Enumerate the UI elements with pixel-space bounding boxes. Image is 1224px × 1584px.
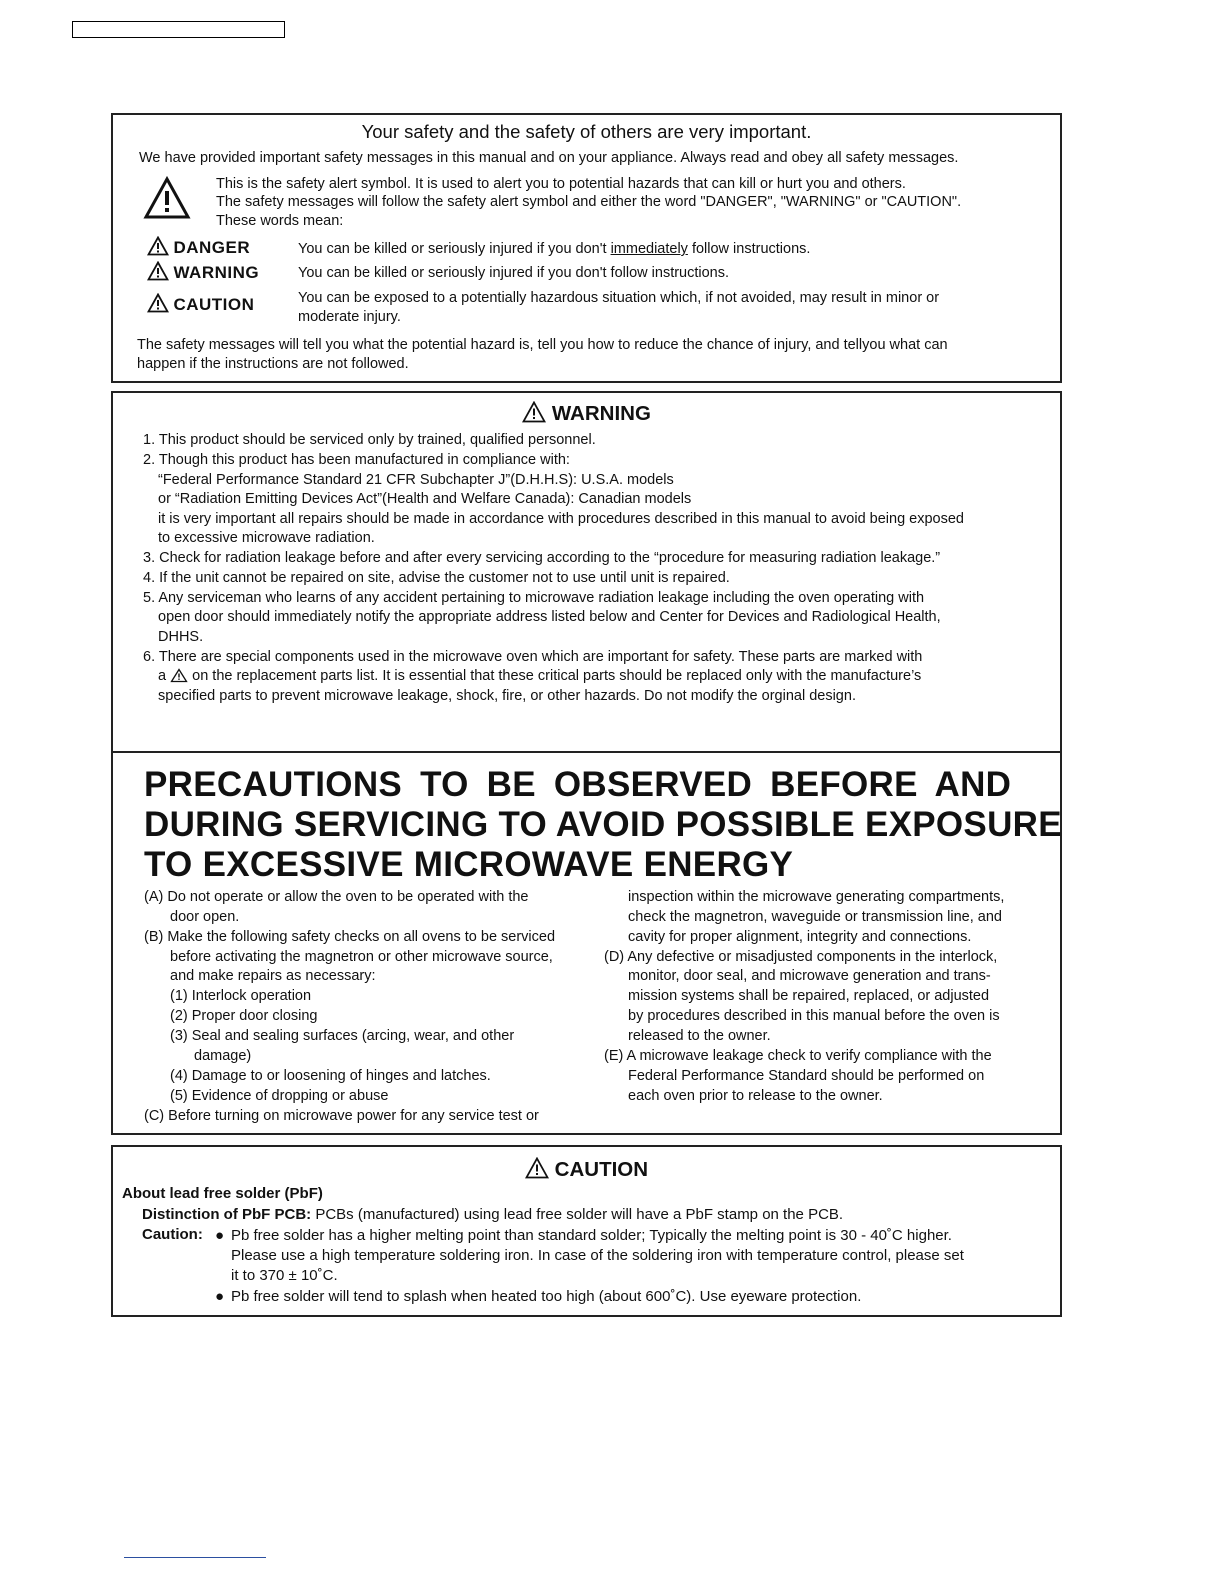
danger-text-post: follow instructions.: [687, 241, 811, 257]
precaution-left-6: (1) Interlock operation: [170, 988, 312, 1004]
warning-line-11: DHHS.: [158, 629, 204, 645]
precaution-left-1: (A) Do not operate or allow the oven to be operated with the: [144, 889, 529, 905]
precaution-right-4: (D) Any defective or misadjusted components in the interlock,: [604, 949, 998, 965]
caution-bullet-1-line-1: Pb free solder has a higher melting point than standard solder; Typically the melting point is 30 - 40˚C higher.: [231, 1227, 952, 1244]
warning-line-10: open door should immediately notify the appropriate address listed below and Center for Devices and Radiological Health,: [158, 609, 941, 625]
footer-rule: [124, 1557, 266, 1558]
precaution-left-10: (4) Damage to or loosening of hinges and latches.: [170, 1068, 491, 1084]
caution-about: About lead free solder (PbF): [122, 1185, 323, 1202]
warning-line-5: it is very important all repairs should be made in accordance with procedures described in this manual to avoid being exposed: [158, 511, 964, 527]
warning-line-3: “Federal Performance Standard 21 CFR Subchapter J”(D.H.H.S): U.S.A. models: [158, 472, 674, 488]
warning-line-13: [158, 666, 921, 686]
danger-text-emph: immediately: [610, 241, 688, 257]
caution-box-title: [113, 1157, 1060, 1182]
warning-line-12: 6. There are special components used in the microwave oven which are important for safety. These parts are marked with: [143, 649, 923, 665]
safety-title: Your safety and the safety of others are very important.: [361, 121, 812, 142]
closing-line-2: happen if the instructions are not followed.: [137, 356, 409, 372]
warning-line-14: specified parts to prevent microwave leakage, shock, fire, or other hazards. Do not modify the orginal design.: [158, 688, 856, 704]
precaution-right-5: monitor, door seal, and microwave generation and trans-: [628, 968, 991, 984]
safety-intro: We have provided important safety messages in this manual and on your appliance. Always read and obey all safety messages.: [139, 150, 959, 166]
precaution-right-6: mission systems shall be repaired, replaced, or adjusted: [628, 988, 990, 1004]
precaution-left-12: (C) Before turning on microwave power for any service test or: [144, 1108, 539, 1124]
caution-box: [111, 1145, 1062, 1317]
warning-label: [147, 261, 259, 283]
precaution-left-8: (3) Seal and sealing surfaces (arcing, wear, and other: [170, 1028, 515, 1044]
danger-text-pre: You can be killed or seriously injured if you don't: [298, 241, 611, 257]
precaution-right-7: by procedures described in this manual before the oven is: [628, 1008, 1000, 1024]
alert-line-1: This is the safety alert symbol. It is used to alert you to potential hazards that can kill or hurt you and others.: [216, 176, 906, 192]
alert-line-2: The safety messages will follow the safety alert symbol and either the word "DANGER", "WARNING" or "CAUTION".: [216, 194, 962, 210]
warning-alert-icon: [147, 261, 169, 281]
precautions-box: [111, 751, 1062, 1135]
warning-word: WARNING: [173, 263, 260, 282]
safety-alert-icon: [143, 176, 191, 220]
safety-box: [111, 113, 1062, 383]
precaution-right-2: check the magnetron, waveguide or transmission line, and: [628, 909, 1002, 925]
precaution-right-9: (E) A microwave leakage check to verify compliance with the: [604, 1048, 992, 1064]
closing-line-1: The safety messages will tell you what the potential hazard is, tell you how to reduce the chance of injury, and tellyou what can: [137, 337, 948, 353]
caution-distinction: [142, 1205, 843, 1225]
precaution-right-1: inspection within the microwave generating compartments,: [628, 889, 1005, 905]
warning-title-icon: [522, 401, 546, 423]
header-label-box: [72, 21, 285, 38]
warning-line-9: 5. Any serviceman who learns of any accident pertaining to microwave radiation leakage including the oven operating with: [143, 590, 925, 606]
caution-word: CAUTION: [173, 295, 255, 314]
caution-box-title-text: CAUTION: [554, 1158, 649, 1181]
precaution-left-5: and make repairs as necessary:: [170, 968, 376, 984]
warning-line-1: 1. This product should be serviced only by trained, qualified personnel.: [143, 432, 596, 448]
warning-line-8: 4. If the unit cannot be repaired on site, advise the customer not to use until unit is repaired.: [143, 570, 730, 586]
caution-label: [147, 293, 254, 315]
warning-line-4: or “Radiation Emitting Devices Act”(Health and Welfare Canada): Canadian models: [158, 491, 692, 507]
precautions-heading-3: TO EXCESSIVE MICROWAVE ENERGY: [144, 845, 794, 884]
precaution-left-3: (B) Make the following safety checks on all ovens to be serviced: [144, 929, 556, 945]
caution-label-text: Caution:: [142, 1226, 203, 1243]
bullet-2-icon: ●: [215, 1288, 225, 1305]
caution-bullet-1-line-3: it to 370 ± 10˚C.: [231, 1267, 338, 1284]
warning-box-title-text: WARNING: [551, 402, 651, 425]
warning-mark-prefix: a: [158, 668, 167, 684]
bullet-1-icon: ●: [215, 1227, 225, 1244]
precaution-left-7: (2) Proper door closing: [170, 1008, 318, 1024]
warning-line-13-text: on the replacement parts list. It is essential that these critical parts should be replaced only with the manufacture’s: [192, 668, 922, 684]
distinction-label: Distinction of PbF PCB:: [142, 1206, 312, 1223]
alert-line-3: These words mean:: [216, 213, 344, 229]
precaution-right-3: cavity for proper alignment, integrity and connections.: [628, 929, 972, 945]
caution-bullet-1-line-2: Please use a high temperature soldering iron. In case of the soldering iron with temperature control, please set: [231, 1247, 964, 1264]
precaution-left-11: (5) Evidence of dropping or abuse: [170, 1088, 389, 1104]
caution-text-2: moderate injury.: [298, 309, 401, 325]
danger-word: DANGER: [173, 238, 251, 257]
precaution-left-4: before activating the magnetron or other microwave source,: [170, 949, 553, 965]
danger-text: [298, 239, 810, 259]
warning-text: You can be killed or seriously injured if you don't follow instructions.: [298, 265, 730, 281]
precaution-right-11: each oven prior to release to the owner.: [628, 1088, 883, 1104]
precaution-right-10: Federal Performance Standard should be performed on: [628, 1068, 985, 1084]
precautions-heading-2: DURING SERVICING TO AVOID POSSIBLE EXPOSURE: [144, 805, 1062, 844]
warning-line-2: 2. Though this product has been manufactured in compliance with:: [143, 452, 570, 468]
warning-line-7: 3. Check for radiation leakage before and after every servicing according to the “procedure for measuring radiation leakage.”: [143, 550, 941, 566]
danger-label: [147, 236, 250, 258]
precaution-right-8: released to the owner.: [628, 1028, 771, 1044]
precautions-heading-1: PRECAUTIONS TO BE OBSERVED BEFORE AND: [144, 765, 1012, 804]
danger-alert-icon: [147, 236, 169, 256]
caution-alert-icon: [147, 293, 169, 313]
distinction-text: PCBs (manufactured) using lead free solder will have a PbF stamp on the PCB.: [311, 1206, 844, 1223]
warning-box: [111, 391, 1062, 753]
critical-part-mark-icon: [170, 668, 188, 683]
precaution-left-9: damage): [194, 1048, 252, 1064]
caution-bullet-2-line-1: Pb free solder will tend to splash when heated too high (about 600˚C). Use eyeware protection.: [231, 1288, 862, 1305]
precaution-left-2: door open.: [170, 909, 240, 925]
caution-title-icon: [525, 1157, 549, 1179]
warning-box-title: [113, 401, 1060, 426]
caution-text-1: You can be exposed to a potentially hazardous situation which, if not avoided, may result in minor or: [298, 290, 940, 306]
warning-line-6: to excessive microwave radiation.: [158, 530, 375, 546]
